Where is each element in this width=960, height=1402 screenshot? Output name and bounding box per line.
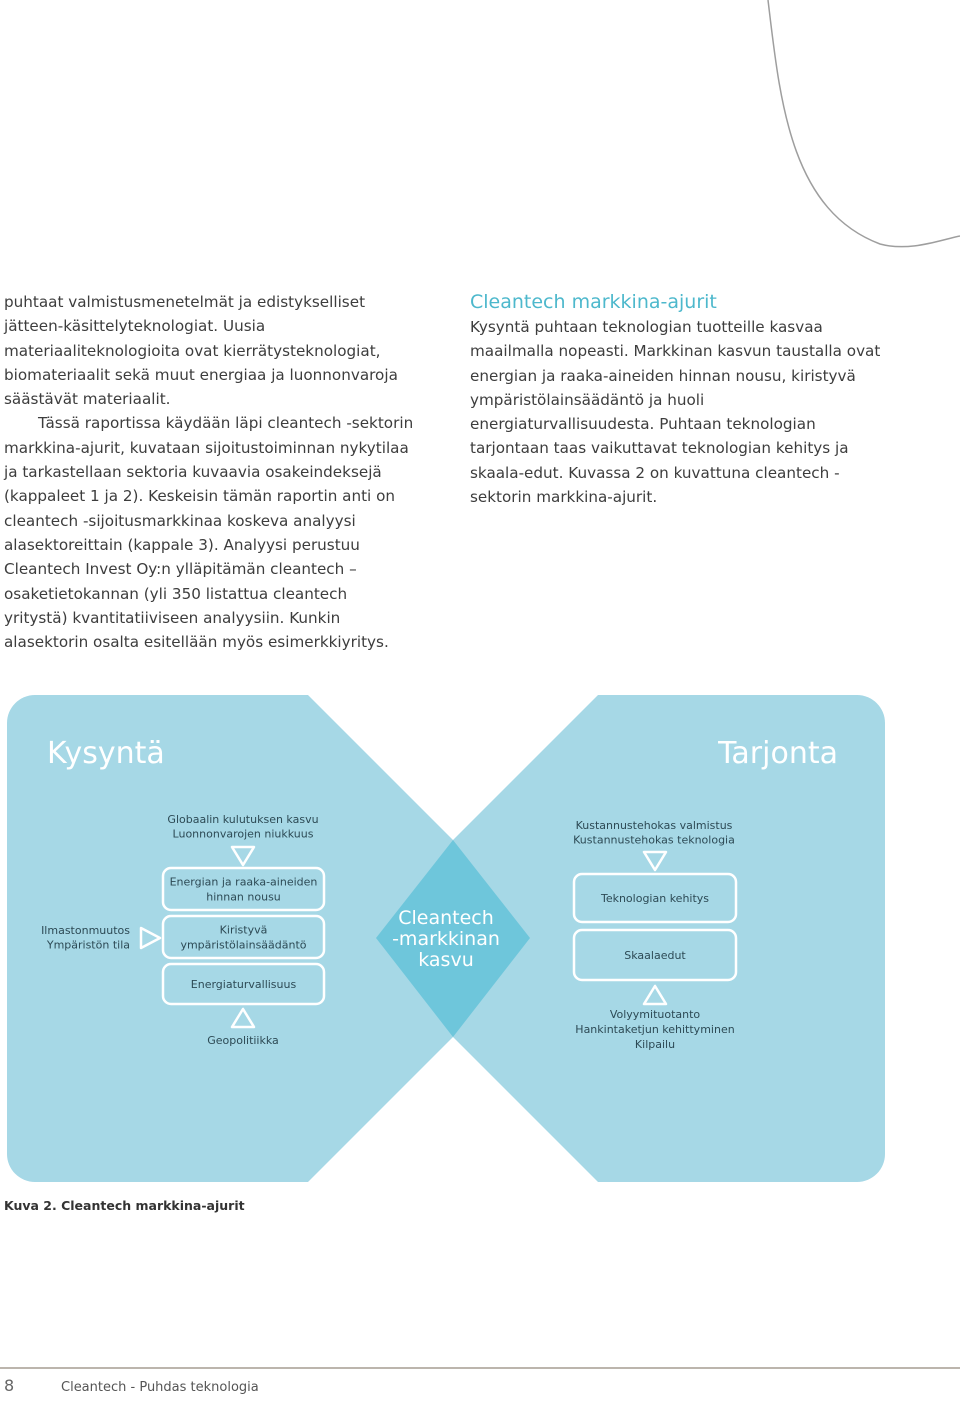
page-number: 8 — [4, 1376, 15, 1395]
supply-bottom-label-line-2: Kilpailu — [634, 1038, 676, 1051]
supply-box-1-label-line-0: Skaalaedut — [624, 949, 686, 962]
left-paragraph-1: puhtaat valmistusmenetelmät ja edistykselliset jätteen-käsittelyteknologiat. Uusia materiaaliteknologioita ovat kierrätysteknologiat, biomateriaalit sekä muut energiaa ja luonnonvaroja säästävät materiaalit. — [4, 293, 398, 409]
center-label-line-2: kasvu — [418, 949, 474, 971]
demand-left-label-line-0: Ilmastonmuutos — [41, 924, 130, 937]
demand-bottom-label-line-0: Geopolitiikka — [207, 1034, 279, 1047]
demand-left-label-line-1: Ympäristön tila — [46, 938, 130, 952]
footer-rule — [0, 1367, 960, 1369]
right-text-column — [470, 290, 890, 509]
supply-bottom-label-line-1: Hankintaketjun kehittyminen — [575, 1023, 735, 1036]
left-paragraph-2: Tässä raportissa käydään läpi cleantech -sektorin markkina-ajurit, kuvataan sijoitustoiminnan nykytilaa ja tarkastellaan sektoria kuvaavia osakeindeksejä (kappaleet 1 ja 2). Keskeisin tämän raportin anti on cleantech -sijoitusmarkkinaa koskeva analyysi alasektoreittain (kappale 3). Analyysi perustuu Cleantech Invest Oy:n ylläpitämän cleantech –osaketietokannan (yli 350 listattua cleantech yritystä) kvantitatiiviseen analyysiin. Kunkin alasektorin osalta esitellään myös esimerkkiyritys. — [4, 414, 414, 652]
footer-title: Cleantech - Puhdas teknologia — [61, 1380, 259, 1395]
supply-top-label-line-0: Kustannustehokas valmistus — [575, 819, 733, 832]
left-text-column — [4, 290, 414, 654]
market-drivers-diagram — [0, 690, 960, 1190]
supply-box-0-label-line-0: Teknologian kehitys — [600, 892, 710, 905]
demand-title-line-0: Kysyntä — [47, 736, 165, 771]
demand-box-1-label-line-0: Kiristyvä — [219, 923, 268, 937]
supply-bottom-label-line-0: Volyymituotanto — [609, 1008, 701, 1021]
supply-top-label-line-1: Kustannustehokas teknologia — [573, 833, 735, 847]
demand-box-0-label-line-1: hinnan nousu — [206, 890, 281, 904]
demand-box-2-label-line-0: Energiaturvallisuus — [190, 978, 297, 991]
decorative-corner-curve — [0, 0, 960, 260]
figure-caption: Kuva 2. Cleantech markkina-ajurit — [4, 1198, 245, 1213]
demand-top-label-line-0: Globaalin kulutuksen kasvu — [167, 813, 319, 826]
center-label-line-0: Cleantech — [398, 907, 494, 929]
demand-box-0-label-line-0: Energian ja raaka-aineiden — [169, 875, 318, 889]
section-heading: Cleantech markkina-ajurit — [470, 291, 717, 313]
demand-box-1-label-line-1: ympäristölainsäädäntö — [180, 938, 307, 952]
center-label-line-1: -markkinan — [392, 928, 500, 950]
right-paragraph: Kysyntä puhtaan teknologian tuotteille kasvaa maailmalla nopeasti. Markkinan kasvun taustalla ovat energian ja raaka-aineiden hinnan nousu, kiristyvä ympäristölainsäädäntö ja huoli energiaturvallisuudesta. Puhtaan teknologian tarjontaan taas vaikuttavat teknologian kehitys ja skaala-edut. Kuvassa 2 on kuvattuna cleantech -sektorin markkina-ajurit. — [470, 318, 881, 507]
supply-title-line-0: Tarjonta — [718, 736, 838, 771]
demand-top-label-line-1: Luonnonvarojen niukkuus — [172, 827, 314, 841]
